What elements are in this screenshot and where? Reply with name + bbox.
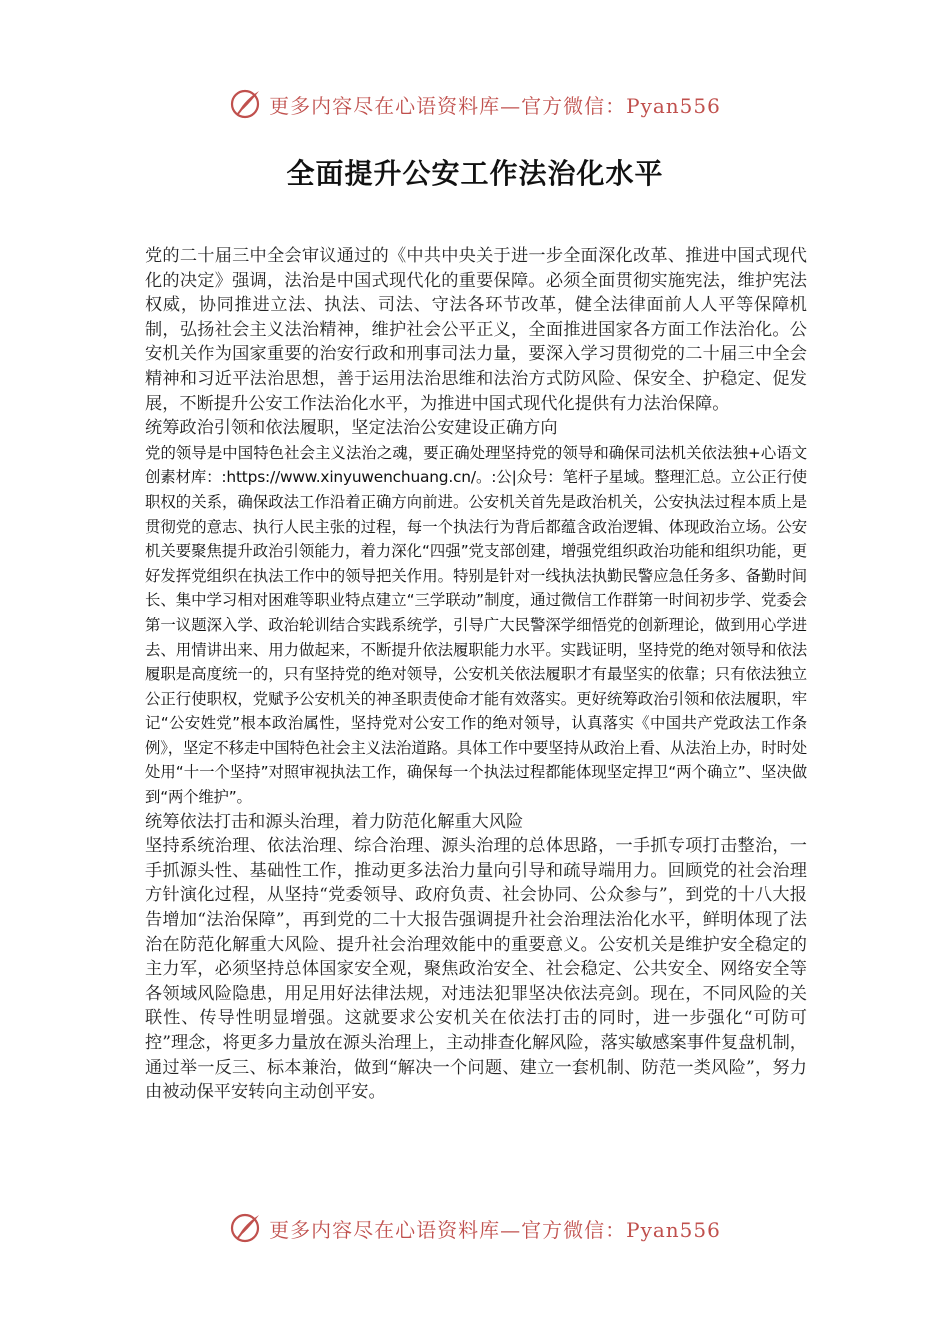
section-heading-political-guidance: 统筹政治引领和依法履职，坚定法治公安建设正确方向 <box>145 418 558 439</box>
banner-text: 更多内容尽在心语资料库—官方微信：Pyan556 <box>269 93 721 118</box>
footer-banner <box>0 1208 950 1248</box>
page-title: 全面提升公安工作法治化水平 <box>286 157 664 190</box>
paragraph-party-leadership: 党的领导是中国特色社会主义法治之魂，要正确处理坚持党的领导和确保司法机关依法独+心语文创素材库：:https://www.xinyuwenchuang.cn/。:公|众号：笔杆子星域。整理汇总。立公正行使职权的关系，确保政法工作沿着正确方向前进。公安机关首先是政治机关，公安执法过程本质上是贯彻党的意志、执行人民主张的过程，每一个执法行为背后都蕴含政治逻辑、体现政治立场。公安机关要聚焦提升政治引领能力，着力深化“四强”党支部创建，增强党组织政治功能和组织功能，更好发挥党组织在执法工作中的领导把关作用。特别是针对一线执法执勤民警应急任务多、备勤时间长、集中学习相对困难等职业特点建立“三学联动”制度，通过微信工作群第一时间初步学、党委会第一议题深入学、政治轮训结合实践系统学，引导广大民警深学细悟党的创新理论，做到用心学进去、用情讲出来、用力做起来，不断提升依法履职能力水平。实践证明，坚持党的绝对领导和依法履职是高度统一的，只有坚持党的绝对领导，公安机关依法履职才有最坚实的依靠；只有依法独立公正行使职权，党赋予公安机关的神圣职责使命才能有效落实。更好统筹政治引领和依法履职，牢记“公安姓党”根本政治属性，坚持党对公安工作的绝对领导，认真落实《中国共产党政法工作条例》，坚定不移走中国特色社会主义法治道路。具体工作中要坚持从政治上看、从法治上办，时时处处用“十一个坚持”对照审视执法工作，确保每一个执法过程都能体现坚定捍卫“两个确立”、坚决做到“两个维护”。 <box>145 443 807 807</box>
quill-logo-icon <box>229 1211 263 1245</box>
paragraph-source-governance: 坚持系统治理、依法治理、综合治理、源头治理的总体思路，一手抓专项打击整治，一手抓源头性、基础性工作，推动更多法治力量向引导和疏导端用力。回顾党的社会治理方针演化过程，从坚持“党委领导、政府负责、社会协同、公众参与”，到党的十八大报告增加“法治保障”，再到党的二十大报告强调提升社会治理法治化水平，鲜明体现了法治在防范化解重大风险、提升社会治理效能中的重要意义。公安机关是维护安全稳定的主力军，必须坚持总体国家安全观，聚焦政治安全、社会稳定、公共安全、网络安全等各领域风险隐患，用足用好法律法规，对违法犯罪坚决依法亮剑。现在，不同风险的关联性、传导性明显增强。这就要求公安机关在依法打击的同时，进一步强化“可防可控”理念，将更多力量放在源头治理上，主动排查化解风险，落实敏感案事件复盘机制，通过举一反三、标本兼治，做到“解决一个问题、建立一套机制、防范一类风险”，努力由被动保平安转向主动创平安。 <box>145 836 807 1103</box>
banner-text: 更多内容尽在心语资料库—官方微信：Pyan556 <box>269 1217 721 1242</box>
document-body <box>145 244 807 1105</box>
section-heading-risk-prevention: 统筹依法打击和源头治理，着力防范化解重大风险 <box>145 811 524 832</box>
header-banner <box>0 84 950 124</box>
quill-logo-icon <box>229 87 263 121</box>
paragraph-intro: 党的二十届三中全会审议通过的《中共中央关于进一步全面深化改革、推进中国式现代化的决定》强调，法治是中国式现代化的重要保障。必须全面贯彻实施宪法，维护宪法权威，协同推进立法、执法、司法、守法各环节改革，健全法律面前人人平等保障机制，弘扬社会主义法治精神，维护社会公平正义，全面推进国家各方面工作法治化。公安机关作为国家重要的治安行政和刑事司法力量，要深入学习贯彻党的二十届三中全会精神和习近平法治思想，善于运用法治思维和法治方式防风险、保安全、护稳定、促发展，不断提升公安工作法治化水平，为推进中国式现代化提供有力法治保障。 <box>145 246 807 414</box>
